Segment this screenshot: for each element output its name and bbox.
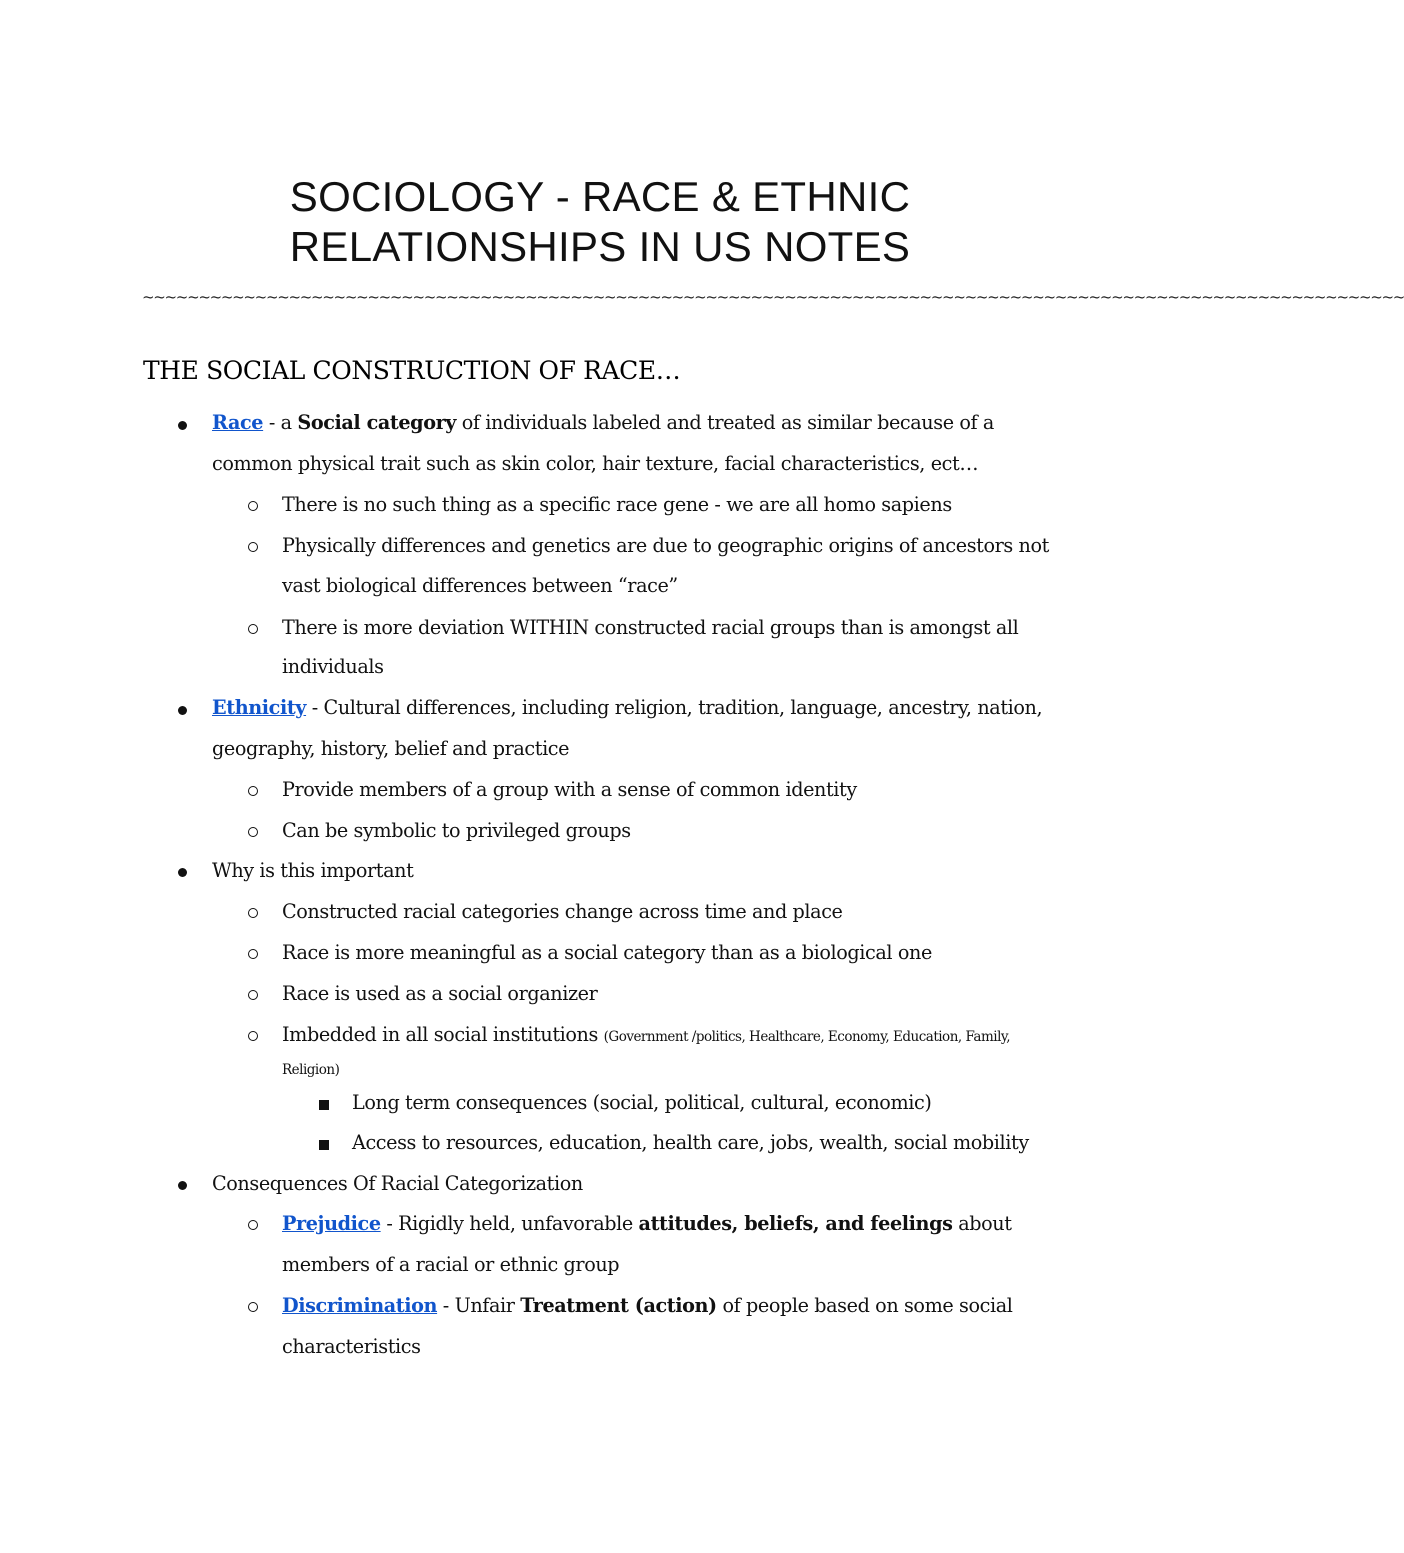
title-line-2: RELATIONSHIPS IN US NOTES [289, 223, 911, 270]
title-line-1: SOCIOLOGY - RACE & ETHNIC [289, 173, 911, 220]
why-sq-1: Long term consequences (social, political, cultural, economic) [352, 1091, 932, 1114]
bullet-circle-icon [248, 908, 258, 918]
why-sub-4-text: Imbedded in all social institutions [282, 1023, 604, 1046]
bullet-square-icon [319, 1140, 329, 1150]
ethnicity-text: - Cultural differences, including religion, tradition, language, ancestry, nation, [306, 696, 1043, 719]
bullet-circle-icon [248, 624, 258, 634]
bullet-circle-icon [248, 1302, 258, 1312]
list-item-race [212, 411, 994, 434]
bullet-circle-icon [248, 501, 258, 511]
prejudice-item [282, 1212, 1012, 1235]
discrimination-text-b: of people based on some social [716, 1294, 1013, 1317]
bullet-circle-icon [248, 542, 258, 552]
list-item-why: Why is this important [212, 859, 414, 882]
prejudice-link[interactable]: Prejudice [282, 1212, 381, 1235]
why-sub-4-institutions: (Government /politics, Healthcare, Economy, Education, Family, [603, 1029, 1011, 1045]
race-bold: Social category [297, 411, 457, 434]
bullet-dot-icon [178, 421, 187, 430]
list-item-ethnicity [212, 696, 1042, 719]
bullet-square-icon [319, 1100, 329, 1110]
why-sub-3: Race is used as a social organizer [282, 982, 598, 1005]
discrimination-link[interactable]: Discrimination [282, 1294, 438, 1317]
why-sub-2: Race is more meaningful as a social category than as a biological one [282, 941, 932, 964]
why-sub-1: Constructed racial categories change across time and place [282, 900, 843, 923]
race-sub-1: There is no such thing as a specific race gene - we are all homo sapiens [282, 493, 952, 516]
tilde-divider: ~~~~~~~~~~~~~~~~~~~~~~~~~~~~~~~~~~~~~~~~~~~~~~~~~~~~~~~~~~~~~~~~~~~~~~~~~~~~~~~~~~~~~~~~~~~~~~~~~~~~~~~~~~~~~~~~ [142, 288, 1404, 306]
bullet-circle-icon [248, 949, 258, 959]
ethnicity-sub-2: Can be symbolic to privileged groups [282, 819, 631, 842]
ethnicity-continuation: geography, history, belief and practice [212, 737, 570, 760]
bullet-dot-icon [178, 706, 187, 715]
why-sq-2: Access to resources, education, health care, jobs, wealth, social mobility [352, 1131, 1029, 1154]
bullet-circle-icon [248, 990, 258, 1000]
ethnicity-sub-1: Provide members of a group with a sense of common identity [282, 778, 857, 801]
discrimination-bold: Treatment (action) [520, 1294, 717, 1317]
why-sub-4-continuation: Religion) [282, 1062, 340, 1078]
race-sub-2a: Physically differences and genetics are due to geographic origins of ancestors not [282, 534, 1049, 557]
race-link[interactable]: Race [212, 411, 264, 434]
race-sub-2b: vast biological differences between “race” [282, 574, 678, 597]
prejudice-bold: attitudes, beliefs, and feelings [638, 1212, 953, 1235]
bullet-circle-icon [248, 1031, 258, 1041]
section-heading: THE SOCIAL CONSTRUCTION OF RACE… [143, 356, 681, 385]
prejudice-text-a: - Rigidly held, unfavorable [380, 1212, 639, 1235]
prejudice-text-b: about [952, 1212, 1012, 1235]
ethnicity-link[interactable]: Ethnicity [212, 696, 307, 719]
bullet-circle-icon [248, 786, 258, 796]
bullet-circle-icon [248, 827, 258, 837]
bullet-dot-icon [178, 868, 187, 877]
document-title [140, 172, 1060, 272]
discrimination-continuation: characteristics [282, 1335, 421, 1358]
race-sub-3a: There is more deviation WITHIN constructed racial groups than is amongst all [282, 616, 1019, 639]
discrimination-text-a: - Unfair [437, 1294, 521, 1317]
race-text-b: of individuals labeled and treated as similar because of a [456, 411, 994, 434]
list-item-consequences: Consequences Of Racial Categorization [212, 1172, 583, 1195]
race-text-a: - a [263, 411, 298, 434]
discrimination-item [282, 1294, 1012, 1317]
why-sub-4 [282, 1023, 1010, 1046]
bullet-dot-icon [178, 1181, 187, 1190]
race-sub-3b: individuals [282, 655, 384, 678]
prejudice-continuation: members of a racial or ethnic group [282, 1253, 620, 1276]
bullet-circle-icon [248, 1220, 258, 1230]
race-continuation: common physical trait such as skin color, hair texture, facial characteristics, ect… [212, 452, 979, 475]
